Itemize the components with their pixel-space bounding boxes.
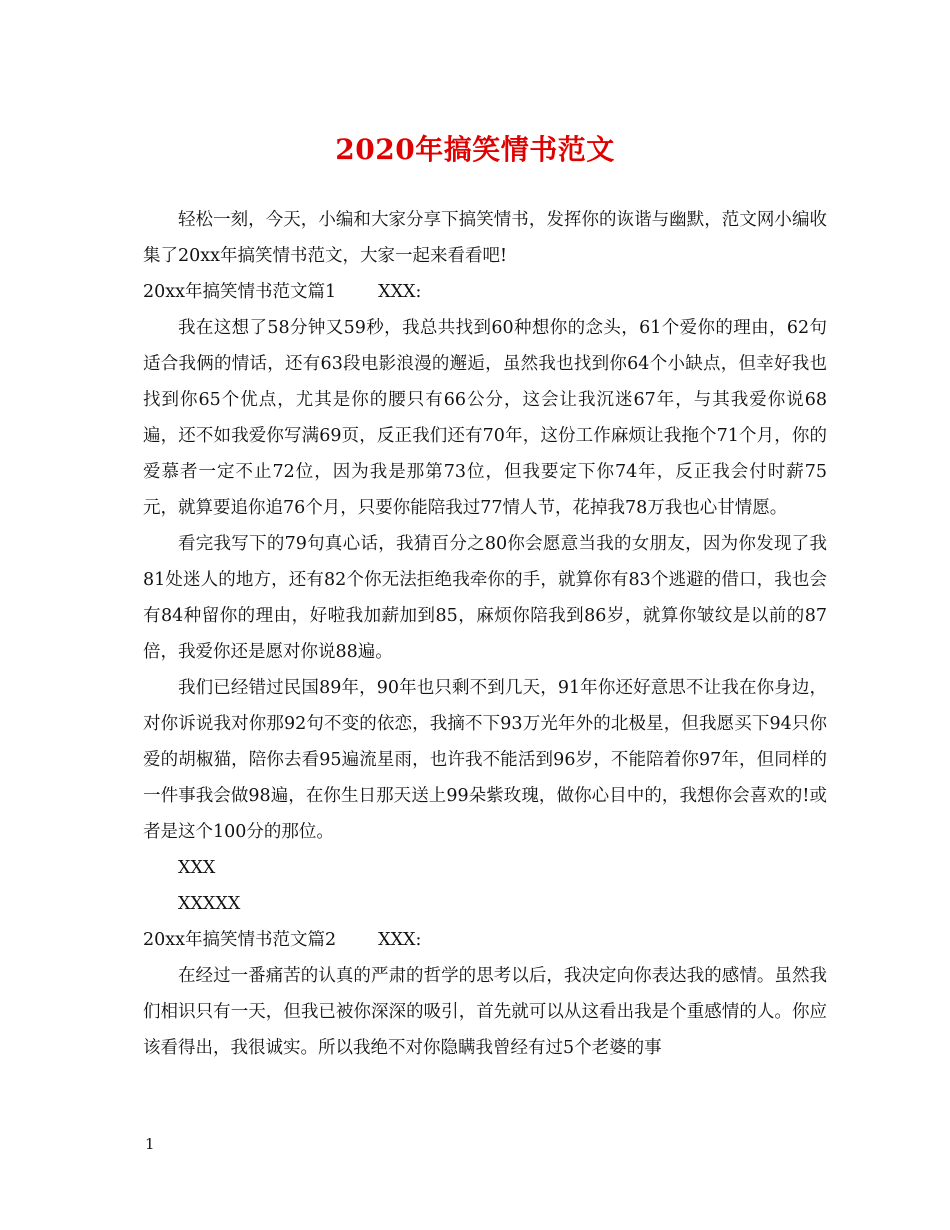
intro-paragraph: 轻松一刻，今天，小编和大家分享下搞笑情书，发挥你的诙谐与幽默，范文网小编收集了20xx年搞笑情书范文，大家一起来看看吧! bbox=[143, 210, 827, 266]
section-title: 20xx年搞笑情书范文篇1 bbox=[143, 282, 337, 302]
body-paragraph: 我们已经错过民国89年，90年也只剩不到几天，91年你还好意思不让我在你身边，对你诉说我对你那92句不变的依恋，我摘不下93万光年外的北极星，但我愿买下94只你爱的胡椒猫，陪你去看95遍流星雨，也许我不能活到96岁，不能陪着你97年，但同样的一件事我会做98遍，在你生日那天送上99朵紫玫瑰，做你心目中的，我想你会喜欢的!或者是这个100分的那位。 bbox=[143, 678, 827, 842]
signature-line: XXXXX bbox=[178, 894, 241, 914]
section-heading bbox=[143, 274, 827, 310]
section-title: 20xx年搞笑情书范文篇2 bbox=[143, 930, 337, 950]
salutation: XXX: bbox=[378, 282, 422, 302]
salutation: XXX: bbox=[378, 930, 422, 950]
body-paragraph: 在经过一番痛苦的认真的严肃的哲学的思考以后，我决定向你表达我的感情。虽然我们相识只有一天，但我已被你深深的吸引，首先就可以从这看出我是个重感情的人。你应该看得出，我很诚实。所以我绝不对你隐瞒我曾经有过5个老婆的事 bbox=[143, 966, 827, 1058]
signature-line: XXX bbox=[178, 858, 216, 878]
document-body bbox=[143, 202, 827, 1066]
body-paragraph: 我在这想了58分钟又59秒，我总共找到60种想你的念头，61个爱你的理由，62句适合我俩的情话，还有63段电影浪漫的邂逅，虽然我也找到你64个小缺点，但幸好我也找到你65个优点，尤其是你的腰只有66公分，这会让我沉迷67年，与其我爱你说68遍，还不如我爱你写满69页，反正我们还有70年，这份工作麻烦让我拖个71个月，你的爱慕者一定不止72位，因为我是那第73位，但我要定下你74年，反正我会付时薪75元，就算要追你追76个月，只要你能陪我过77情人节，花掉我78万我也心甘情愿。 bbox=[143, 318, 827, 518]
body-paragraph: 看完我写下的79句真心话，我猜百分之80你会愿意当我的女朋友，因为你发现了我81处迷人的地方，还有82个你无法拒绝我牵你的手，就算你有83个逃避的借口，我也会有84种留你的理由，好啦我加薪加到85，麻烦你陪我到86岁，就算你皱纹是以前的87倍，我爱你还是愿对你说88遍。 bbox=[143, 534, 827, 662]
section-heading bbox=[143, 922, 827, 958]
document-title: 2020年搞笑情书范文 bbox=[335, 133, 615, 166]
page-number: 1 bbox=[145, 1135, 155, 1153]
